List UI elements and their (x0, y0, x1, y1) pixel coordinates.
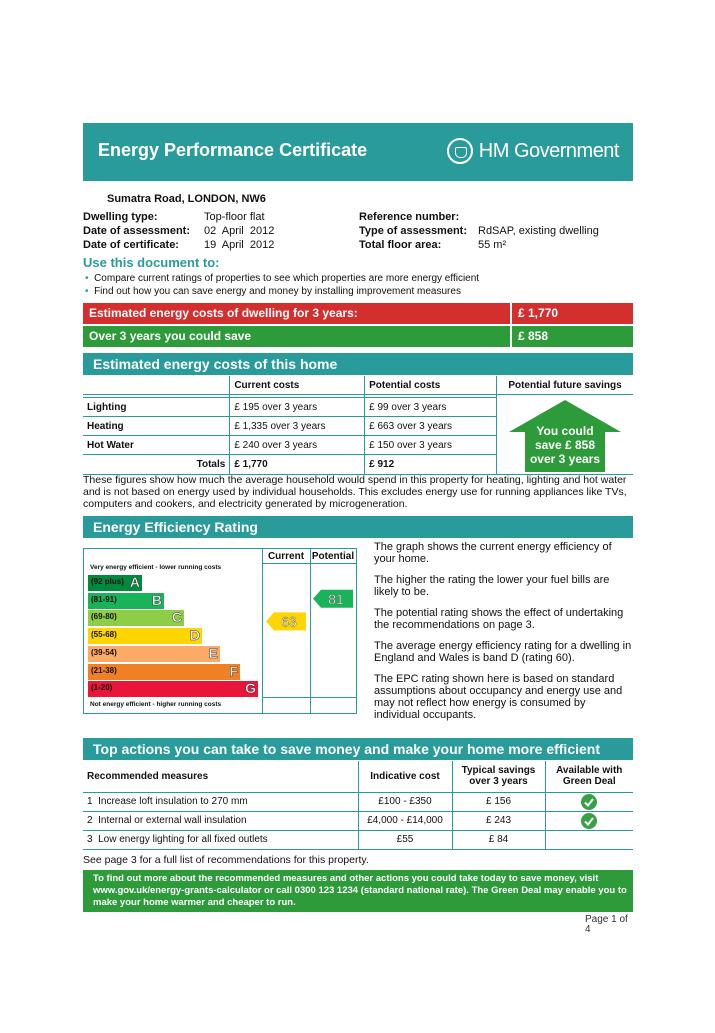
band-letter: B (151, 591, 162, 608)
bullet-icon: • (85, 273, 89, 284)
energy-rating-chart (83, 548, 357, 714)
column-header-green-deal: Available with Green Deal (545, 761, 633, 792)
list-item: • Compare current ratings of properties to see which properties are more energy efficient (85, 273, 480, 284)
band-letter: D (189, 627, 200, 644)
table-row: Hot Water £ 240 over 3 years £ 150 over 3 years (83, 436, 633, 455)
rating-paragraph: The average energy efficiency rating for a dwelling in England and Wales is band D (rating 60). (374, 640, 632, 664)
use-document-list (85, 272, 479, 298)
savings-arrow-cell (496, 398, 633, 475)
column-header-current: Current costs (230, 376, 365, 395)
column-header-savings: Typical savings over 3 years (452, 761, 545, 792)
certificate-date-value: 19 April 2012 (204, 239, 275, 251)
rating-explanation (374, 541, 634, 721)
green-deal-info-box: To find out more about the recommended measures and other actions you could take today to save money, visit www.gov.uk/energy-grants-calculator or call 0300 123 1234 (standard national rate). The Green Deal may enable you to make your home warmer and cheaper to run. (83, 870, 633, 912)
column-header-future-savings: Potential future savings (496, 376, 633, 395)
table-row: 3 Low energy lighting for all fixed outlets £55 £ 84 (83, 830, 633, 849)
table-row: 2 Internal or external wall insulation £4,000 - £14,000 £ 243 (83, 811, 633, 830)
current-rating-marker-value: 63 (281, 613, 297, 630)
actions-section-heading: Top actions you can take to save money and make your home more efficient (83, 738, 633, 760)
rating-section-heading: Energy Efficiency Rating (83, 516, 633, 538)
rating-paragraph: The EPC rating shown here is based on standard assumptions about occupancy and energy use and may not reflect how energy is consumed by individual occupants. (374, 673, 623, 721)
rating-column-potential: Potential (311, 551, 355, 562)
estimated-costs-label: Estimated energy costs of dwelling for 3 years: (83, 303, 510, 324)
band-letter: A (129, 574, 140, 590)
assessment-date-value: 02 April 2012 (204, 225, 275, 237)
rating-band-b (88, 593, 164, 609)
rating-paragraph: The higher the rating the lower your fuel bills are likely to be. (374, 574, 610, 598)
costs-section-heading: Estimated energy costs of this home (83, 353, 633, 375)
rating-markers (262, 563, 356, 697)
table-row: Heating £ 1,335 over 3 years £ 663 over 3 years (83, 417, 633, 436)
band-range-label: (92 plus) (91, 577, 124, 586)
green-deal-check-icon (581, 794, 597, 810)
property-address: Sumatra Road, LONDON, NW6 (107, 193, 266, 205)
floor-area-value: 55 m² (478, 239, 507, 251)
rating-paragraph: The graph shows the current energy efficiency of your home. (374, 541, 612, 565)
assessment-type-label: Type of assessment: (359, 225, 468, 237)
band-letter: C (171, 609, 182, 626)
rating-bands (88, 575, 260, 699)
certificate-date-label: Date of certificate: (83, 239, 179, 251)
bullet-icon: • (85, 286, 89, 297)
hm-government-logo (447, 136, 619, 166)
rating-band-c (88, 610, 184, 626)
savings-line-3: over 3 years (529, 451, 601, 466)
potential-rating-marker (313, 590, 353, 608)
estimated-costs-value: £ 1,770 (512, 303, 633, 324)
rating-band-f (88, 664, 240, 680)
savings-line-1: You could (536, 423, 594, 438)
rating-column-current: Current (267, 551, 305, 562)
table-header-row (83, 761, 633, 792)
band-letter: G (245, 680, 256, 697)
reference-label: Reference number: (359, 211, 460, 223)
column-header-measures: Recommended measures (83, 761, 358, 792)
rating-bottom-note: Not energy efficient - higher running costs (90, 701, 222, 708)
current-rating-marker (266, 612, 306, 630)
table-row: Lighting £ 195 over 3 years £ 99 over 3 years You could save £ 858 over 3 years (83, 398, 633, 417)
use-document-heading: Use this document to: (83, 255, 220, 270)
estimated-costs-bar (83, 303, 633, 324)
dwelling-type-label: Dwelling type: (83, 211, 158, 223)
column-header-cost: Indicative cost (358, 761, 452, 792)
table-header-row (83, 376, 633, 395)
band-range-label: (39-54) (91, 647, 117, 657)
royal-crest-icon (447, 138, 473, 164)
rating-band-g (88, 681, 258, 697)
band-letter: E (208, 644, 218, 661)
recommended-actions-table (83, 761, 633, 850)
certificate-header (83, 123, 633, 181)
energy-costs-table (83, 376, 633, 475)
government-name: HM Government (478, 139, 619, 162)
band-range-label: (55-68) (91, 630, 117, 640)
band-letter: F (229, 662, 238, 679)
assessment-date-label: Date of assessment: (83, 225, 190, 237)
floor-area-label: Total floor area: (359, 239, 442, 251)
green-deal-check-icon (581, 813, 597, 829)
rating-band-a (88, 575, 142, 591)
band-range-label: (1-20) (91, 683, 113, 693)
rating-paragraph: The potential rating shows the effect of undertaking the recommendations on page 3. (374, 607, 624, 631)
table-row: 1 Increase loft insulation to 270 mm £100 - £350 £ 156 (83, 792, 633, 811)
band-range-label: (21-38) (91, 665, 117, 675)
assessment-type-value: RdSAP, existing dwelling (478, 225, 599, 237)
rating-band-e (88, 646, 220, 662)
rating-top-note: Very energy efficient - lower running costs (90, 564, 222, 571)
savings-line-2: save £ 858 (534, 437, 596, 452)
band-range-label: (69-80) (91, 612, 117, 622)
page-title: Energy Performance Certificate (98, 140, 368, 160)
totals-row: Totals £ 1,770 £ 912 (83, 455, 633, 474)
page-number: Page 1 of 4 (585, 914, 628, 935)
potential-savings-label: Over 3 years you could save (83, 326, 510, 347)
costs-explanation: These figures show how much the average household would spend in this property for heating, lighting and hot water and is not based on energy used by individual households. This excludes energy use for running appliances like TVs, computers and cookers, and electricity generated by microgeneration. (83, 474, 627, 510)
column-header-potential: Potential costs (365, 376, 497, 395)
dwelling-type-value: Top-floor flat (204, 211, 265, 223)
potential-savings-value: £ 858 (512, 326, 633, 347)
see-page-note: See page 3 for a full list of recommendations for this property. (83, 854, 369, 866)
phone-number: 0300 123 1234 (294, 885, 359, 896)
list-item: • Find out how you can save energy and money by installing improvement measures (85, 286, 461, 297)
band-range-label: (81-91) (91, 594, 117, 604)
rating-band-d (88, 628, 202, 644)
potential-rating-marker-value: 81 (328, 590, 344, 607)
potential-savings-bar (83, 326, 633, 347)
